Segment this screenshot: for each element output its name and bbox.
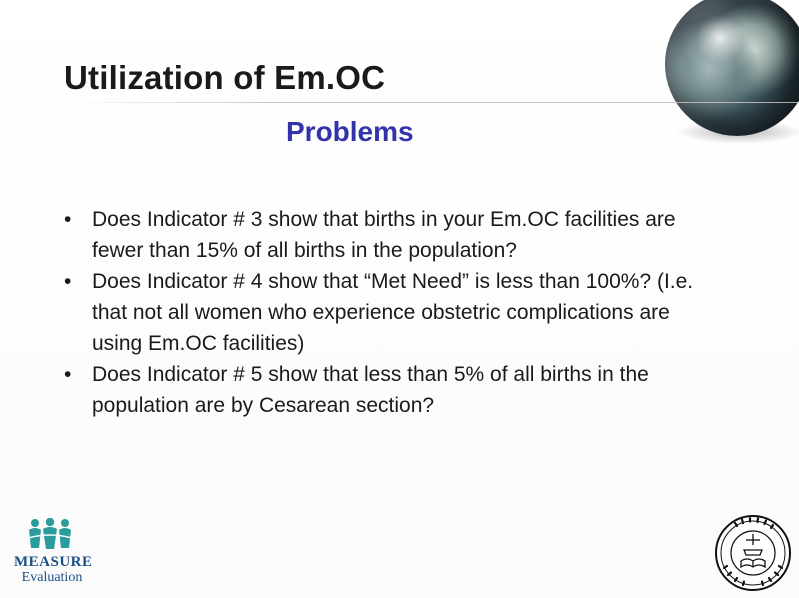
bullet-item: • Does Indicator # 5 show that less than 5% of all births in the population are by Cesarean section?: [64, 359, 704, 421]
bullet-item: • Does Indicator # 4 show that “Met Need” is less than 100%? (I.e. that not all women who experience obstetric complications are using Em.OC facilities): [64, 266, 704, 359]
measure-logo-name: MEASURE: [14, 554, 93, 570]
slide-subtitle: Problems: [286, 116, 414, 147]
title-divider: [62, 102, 799, 103]
measure-logo-subtitle: Evaluation: [21, 570, 83, 585]
bullet-item: • Does Indicator # 3 show that births in your Em.OC facilities are fewer than 15% of all births in the population?: [64, 204, 704, 266]
people-figures-icon: [26, 518, 74, 550]
slide-title: Utilization of Em.OC: [64, 59, 386, 96]
globe-icon: [665, 0, 799, 136]
university-seal-icon: [714, 514, 792, 592]
bullet-list: [64, 204, 704, 421]
measure-evaluation-logo: [10, 518, 93, 590]
